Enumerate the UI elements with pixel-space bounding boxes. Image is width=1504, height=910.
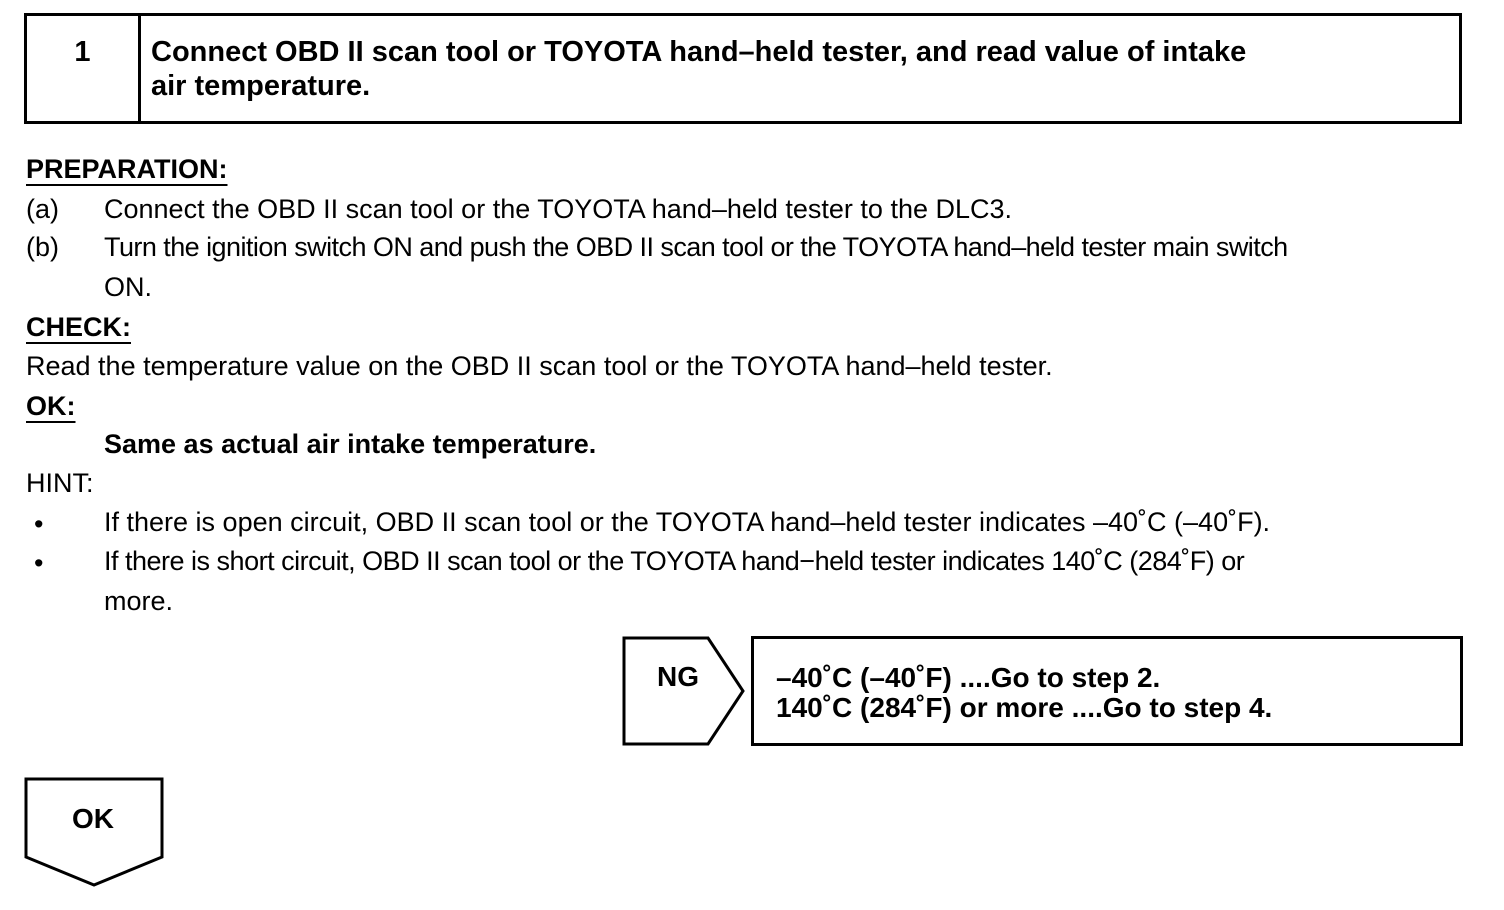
preparation-item-b-text-line-2: ON. (104, 272, 153, 302)
check-heading: CHECK: (26, 312, 131, 342)
ok-heading: OK: (26, 391, 76, 421)
ng-result-line-1: –40˚C (–40˚F) ....Go to step 2. (776, 662, 1161, 693)
hint-item-1-text: If there is open circuit, OBD II scan tool or the TOYOTA hand–held tester indicates –40˚C (–40˚F). (104, 507, 1271, 537)
ng-label: NG (657, 661, 699, 692)
step-title-line-1: Connect OBD II scan tool or TOYOTA hand–held tester, and read value of intake (151, 36, 1247, 68)
hint-bullet-2: • (34, 548, 44, 578)
step-number-cell (27, 16, 141, 121)
preparation-item-a-label: (a) (26, 194, 59, 224)
step-number: 1 (74, 36, 91, 68)
check-text: Read the temperature value on the OBD II scan tool or the TOYOTA hand–held tester. (26, 351, 1053, 381)
step-header-box (24, 13, 1462, 124)
ng-result-line-2: 140˚C (284˚F) or more ....Go to step 4. (776, 692, 1273, 723)
step-title (151, 35, 1451, 103)
hint-item-2-text-line-2: more. (104, 586, 174, 616)
preparation-item-b-label: (b) (26, 232, 59, 262)
hint-bullet-1: • (34, 509, 44, 539)
preparation-item-a-text: Connect the OBD II scan tool or the TOYOTA hand–held tester to the DLC3. (104, 194, 1013, 224)
hint-heading: HINT: (26, 468, 94, 498)
preparation-item-b-text-line-1: Turn the ignition switch ON and push the OBD II scan tool or the TOYOTA hand–held tester main switch (104, 232, 1288, 262)
preparation-heading: PREPARATION: (26, 154, 228, 184)
ok-result-label: OK (72, 803, 114, 834)
ok-spec-text: Same as actual air intake temperature. (104, 429, 597, 459)
step-title-line-2: air temperature. (151, 70, 371, 102)
ng-result-box (751, 636, 1463, 746)
hint-item-2-text-line-1: If there is short circuit, OBD II scan tool or the TOYOTA hand−held tester indicates 140˚C (284˚F) or (104, 546, 1245, 576)
